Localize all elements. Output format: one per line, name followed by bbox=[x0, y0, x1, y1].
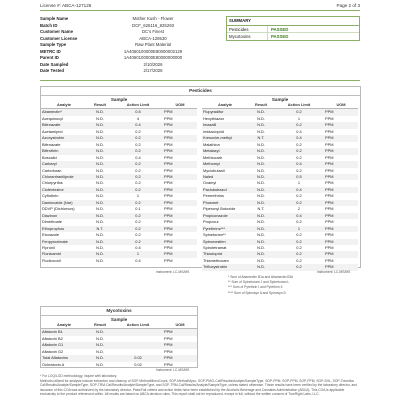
result-cell: N.D. bbox=[248, 213, 274, 219]
result-cell: N.D. bbox=[96, 193, 104, 199]
result-cell: N.D. bbox=[96, 154, 104, 160]
info-value: 2/17/2026 bbox=[143, 68, 163, 73]
limit-cell: 2 bbox=[297, 206, 301, 212]
limit-cell: 0.2 bbox=[113, 174, 163, 180]
uom-cell: PPM bbox=[163, 109, 197, 116]
uom-cell: PPM bbox=[164, 206, 173, 212]
limit-cell: 0.2 bbox=[274, 109, 324, 116]
uom-cell: PPM bbox=[163, 200, 197, 206]
summary-row bbox=[227, 26, 359, 33]
uom-cell: PPM bbox=[164, 257, 173, 263]
limit-cell: 0.2 bbox=[135, 167, 141, 173]
limit-cell: 0.4 bbox=[274, 161, 324, 167]
result-cell: N.D. bbox=[248, 187, 274, 193]
page-number: Page 2 of 3 bbox=[336, 3, 360, 8]
analyte-cell: Permethrins bbox=[203, 193, 224, 199]
table-row bbox=[41, 109, 197, 116]
limit-cell: 0.2 bbox=[135, 128, 141, 134]
analyte-cell: Paclobutrazol bbox=[202, 187, 248, 193]
uom-cell: PPM bbox=[163, 329, 197, 336]
result-cell: N.D. bbox=[257, 219, 265, 225]
result-cell: N.T. bbox=[257, 206, 265, 212]
status-badge: PASSED bbox=[271, 34, 289, 40]
result-cell: N.D. bbox=[257, 128, 265, 134]
limit-cell: 0.02 bbox=[134, 361, 142, 367]
result-cell: N.D. bbox=[96, 141, 104, 147]
result-cell: N.D. bbox=[257, 115, 265, 121]
limit-cell: 1 bbox=[113, 251, 163, 257]
info-value: 1A4060100000E80000002129 bbox=[123, 48, 183, 54]
limit-cell: 0.2 bbox=[296, 193, 302, 199]
result-cell: N.D. bbox=[96, 180, 104, 186]
col-uom: UOM bbox=[163, 322, 197, 329]
analyte-cell: Acequinocyl bbox=[42, 115, 63, 121]
analyte-cell: Boscalid bbox=[42, 154, 57, 160]
uom-cell: PPM bbox=[324, 148, 358, 154]
limit-cell: 0.2 bbox=[113, 226, 163, 232]
info-label: Sample Name bbox=[40, 16, 69, 21]
analyte-cell: Naled bbox=[202, 174, 248, 180]
uom-cell: PPM bbox=[325, 154, 334, 160]
info-label: Customer Name bbox=[40, 29, 73, 34]
result-cell: N.T. bbox=[87, 226, 113, 232]
result-cell: N.D. bbox=[257, 141, 265, 147]
analyte-cell: Methiocarb bbox=[203, 154, 223, 160]
uom-cell: PPM bbox=[164, 219, 173, 225]
analyte-cell: Flupyradifur bbox=[202, 109, 248, 116]
result-cell: N.D. bbox=[248, 200, 274, 206]
limit-cell: 0.2 bbox=[296, 141, 302, 147]
analyte-cell: Pyrethrins*** bbox=[202, 226, 248, 232]
analyte-cell: Fenpyroximate bbox=[41, 239, 87, 245]
result-cell: N.D. bbox=[87, 355, 113, 361]
col-result: Result bbox=[87, 102, 113, 109]
mycotoxins-title: Mycotoxins bbox=[106, 308, 132, 313]
limit-cell: 0.4 bbox=[135, 154, 141, 160]
analyte-cell: Hexythiazox bbox=[203, 115, 225, 121]
limit-cell: 0.2 bbox=[135, 219, 141, 225]
uom-cell: PPM bbox=[325, 232, 334, 238]
summary-label: Mycotoxins bbox=[227, 33, 268, 39]
uom-cell: PPM bbox=[164, 180, 173, 186]
analyte-cell: Phosmet bbox=[202, 200, 248, 206]
result-cell: N.D. bbox=[248, 174, 274, 180]
analyte-cell: Trifloxystrobin bbox=[202, 264, 248, 270]
table-row bbox=[41, 258, 197, 264]
info-label: METRC ID bbox=[40, 48, 61, 54]
limit-cell: 0.1 bbox=[135, 206, 141, 212]
result-cell: N.D. bbox=[96, 348, 104, 354]
uom-cell: PPM bbox=[325, 244, 334, 250]
summary-title: SUMMARY bbox=[227, 17, 359, 26]
notes-line-2: Methods utilized for analysis include extraction and cleanup of SOP-MethodMicroCount, SOP-MethodMyco, SOP-PMCI-Cal/Results/Analyte/SampleType, SOP-PPM, SOP-PPM, SOP-PPM, SOP-SHL, SOP-Trecellos Cal/Results/Analyte/SampleType, SOP-TRM-Cal/Results/Analyte/SampleType, and SOP-TRM-Cal/Results/Analyte/SampleType, unless stated otherwise. These results have been verified by the laboratory director, and issuance of this COA was authorized by the laboratory director. Pass/Fail criteria and action limits have been established by the Alcoholic Beverage and Cannabis Administration (ABCA). This COA is applicable exclusively to the product referenced within. All results are based on ABCA decision rules. This report shall not be reproduced, except in full, without the written consent of TrueRight Labs, LLC. bbox=[40, 378, 357, 397]
uom-cell: PPM bbox=[324, 174, 358, 180]
info-value: 2/10/2026 bbox=[143, 61, 163, 67]
col-analyte: Analyte bbox=[41, 102, 87, 109]
result-cell: N.D. bbox=[87, 135, 113, 141]
limit-cell: 0.5 bbox=[274, 174, 324, 180]
result-cell: N.D. bbox=[248, 161, 274, 167]
result-cell: N.D. bbox=[248, 264, 274, 270]
footnote: * Sum of Abamectin B1a and Abamectin B1b bbox=[228, 275, 294, 279]
analyte-cell: Dimethoate bbox=[42, 219, 62, 225]
pesticides-left-section: Sample bbox=[110, 97, 128, 102]
analyte-cell: Imazalil bbox=[202, 122, 248, 128]
table-row bbox=[202, 109, 358, 116]
limit-cell: 0.2 bbox=[274, 264, 324, 270]
result-cell: N.D. bbox=[87, 109, 113, 116]
col-action-limit: Action Limit bbox=[113, 322, 163, 329]
analyte-cell: Acetamiprid bbox=[42, 128, 63, 134]
analyte-cell: Etoxazole bbox=[42, 232, 60, 238]
info-label: Customer License bbox=[40, 35, 78, 41]
result-cell: N.D. bbox=[87, 251, 113, 257]
limit-cell: 0.5 bbox=[113, 109, 163, 116]
limit-cell: 0.2 bbox=[296, 219, 302, 225]
col-result: Result bbox=[87, 322, 113, 329]
uom-cell: PPM bbox=[324, 161, 358, 167]
uom-cell: PPM bbox=[324, 122, 358, 128]
info-value: Raw Plant Material bbox=[134, 42, 172, 47]
uom-cell: PPM bbox=[164, 244, 173, 250]
col-action-limit: Action Limit bbox=[274, 102, 324, 109]
limit-cell: 0.2 bbox=[274, 122, 324, 128]
result-cell: N.D. bbox=[257, 232, 265, 238]
result-cell: N.D. bbox=[87, 329, 113, 336]
result-cell: N.D. bbox=[87, 213, 113, 219]
col-action-limit: Action Limit bbox=[113, 102, 163, 109]
mycotoxins-table bbox=[41, 317, 197, 368]
summary-box bbox=[226, 16, 360, 41]
result-cell: N.D. bbox=[257, 167, 265, 173]
result-cell: N.D. bbox=[96, 128, 104, 134]
limit-cell: 0.2 bbox=[274, 251, 324, 257]
info-value: DCF_626116_825293 bbox=[132, 22, 174, 28]
uom-cell: PPM bbox=[325, 193, 334, 199]
result-cell: N.D. bbox=[248, 226, 274, 232]
section-rule bbox=[40, 80, 360, 81]
uom-cell: PPM bbox=[164, 361, 173, 367]
analyte-cell: Clofentezine bbox=[41, 187, 87, 193]
uom-cell: PPM bbox=[324, 213, 358, 219]
analyte-cell: Myclobutanil bbox=[203, 167, 225, 173]
result-cell: N.D. bbox=[87, 342, 113, 348]
limit-cell: 0.2 bbox=[274, 200, 324, 206]
uom-cell: PPM bbox=[324, 264, 358, 270]
analyte-cell: Chlorantraniliprole bbox=[41, 174, 87, 180]
limit-cell: 0.2 bbox=[113, 135, 163, 141]
limit-cell: 0.2 bbox=[274, 148, 324, 154]
result-cell: N.D. bbox=[87, 122, 113, 128]
limit-cell: 0.2 bbox=[113, 187, 163, 193]
uom-cell: PPM bbox=[163, 161, 197, 167]
analyte-cell: Diazinon bbox=[41, 213, 87, 219]
mycotoxins-section: Sample bbox=[110, 317, 128, 322]
limit-cell: 0.4 bbox=[274, 213, 324, 219]
analyte-cell: Methomyl bbox=[202, 161, 248, 167]
result-cell: N.D. bbox=[96, 257, 104, 263]
col-analyte: Analyte bbox=[41, 322, 87, 329]
result-cell: N.D. bbox=[257, 193, 265, 199]
analyte-cell: DDVP (Dichlorvos) bbox=[42, 206, 75, 212]
limit-cell: 1 bbox=[297, 180, 301, 186]
limit-cell: 0.2 bbox=[296, 244, 302, 250]
limit-cell: 0.2 bbox=[113, 161, 163, 167]
pesticides-panel bbox=[40, 86, 361, 268]
mycotoxins-note: instrument: LC-MS/MS bbox=[156, 368, 190, 372]
analyte-cell: Daminozide (Nar) bbox=[41, 200, 87, 206]
analyte-cell: Fipronil bbox=[42, 244, 55, 250]
uom-cell: PPM bbox=[325, 167, 334, 173]
report-notes bbox=[40, 374, 360, 397]
uom-cell: PPM bbox=[325, 180, 334, 186]
limit-cell: 0.2 bbox=[113, 213, 163, 219]
uom-cell: PPM bbox=[324, 226, 358, 232]
analyte-cell: Aflatoxin G2 bbox=[42, 348, 64, 354]
pesticides-left-table bbox=[41, 97, 197, 264]
analyte-cell: Flonicamid bbox=[41, 251, 87, 257]
analyte-cell: Abamectin* bbox=[41, 109, 87, 116]
result-cell: N.D. bbox=[87, 174, 113, 180]
col-result: Result bbox=[248, 102, 274, 109]
uom-cell: PPM bbox=[325, 206, 334, 212]
result-cell: N.D. bbox=[96, 219, 104, 225]
limit-cell: 0.2 bbox=[296, 167, 302, 173]
info-value: 1A4060100000E80000000000 bbox=[123, 55, 183, 60]
result-cell: N.D. bbox=[257, 257, 265, 263]
uom-cell: PPM bbox=[163, 122, 197, 128]
pesticides-title: Pesticides bbox=[189, 88, 212, 93]
info-value: ABCA-128530 bbox=[139, 35, 167, 41]
license-number: License #: ABCA-127126 bbox=[40, 3, 92, 8]
analyte-cell: Cyfluthrin bbox=[42, 193, 59, 199]
limit-cell bbox=[113, 329, 163, 336]
info-label: Sample Type bbox=[40, 42, 67, 47]
uom-cell: PPM bbox=[324, 239, 358, 245]
result-cell: N.D. bbox=[96, 361, 104, 367]
result-cell: N.D. bbox=[96, 335, 104, 341]
limit-cell: 0.4 bbox=[274, 187, 324, 193]
limit-cell: 0.4 bbox=[274, 135, 324, 141]
limit-cell: 1 bbox=[297, 115, 301, 121]
analyte-cell: Bifenazate bbox=[41, 122, 87, 128]
footnote: *** Sum of Pyrethrin I and Pyrethrin II bbox=[228, 285, 283, 290]
result-cell: N.D. bbox=[87, 200, 113, 206]
result-cell: N.D. bbox=[248, 251, 274, 257]
pesticides-right-table bbox=[202, 97, 358, 271]
summary-row bbox=[227, 33, 359, 39]
limit-cell: 0.2 bbox=[113, 239, 163, 245]
analyte-cell: Spinetoram** bbox=[203, 232, 226, 238]
info-value: DC's Finest bbox=[141, 29, 165, 34]
uom-cell: PPM bbox=[325, 219, 334, 225]
limit-cell: 0.2 bbox=[274, 239, 324, 245]
limit-cell: 0.4 bbox=[113, 122, 163, 128]
analyte-cell: Propoxur bbox=[203, 219, 219, 225]
analyte-cell: Fludioxonil bbox=[42, 257, 61, 263]
analyte-cell: Spiromesifen bbox=[202, 239, 248, 245]
limit-cell: 1 bbox=[136, 193, 140, 199]
uom-cell: PPM bbox=[164, 154, 173, 160]
uom-cell: PPM bbox=[164, 348, 173, 354]
header-rule bbox=[40, 10, 360, 11]
limit-cell: 0.2 bbox=[135, 232, 141, 238]
uom-cell: PPM bbox=[163, 355, 197, 361]
analyte-cell: Bifenazate bbox=[42, 141, 61, 147]
uom-cell: PPM bbox=[163, 251, 197, 257]
uom-cell: PPM bbox=[325, 128, 334, 134]
result-cell: N.D. bbox=[248, 109, 274, 116]
info-row bbox=[40, 68, 198, 75]
result-cell: N.D. bbox=[248, 122, 274, 128]
result-cell: N.D. bbox=[257, 244, 265, 250]
limit-cell: 0.4 bbox=[135, 257, 141, 263]
uom-cell: PPM bbox=[163, 148, 197, 154]
analyte-cell: Oxamyl bbox=[203, 180, 217, 186]
analyte-cell: Azoxystrobin bbox=[41, 135, 87, 141]
result-cell: N.D. bbox=[87, 148, 113, 154]
limit-cell: 0.02 bbox=[113, 355, 163, 361]
uom-cell: PPM bbox=[164, 193, 173, 199]
result-cell: N.D. bbox=[96, 244, 104, 250]
limit-cell: 0.4 bbox=[135, 244, 141, 250]
analyte-cell: Malathion bbox=[203, 141, 220, 147]
col-analyte: Analyte bbox=[202, 102, 248, 109]
analyte-cell: Chlorpyrifos bbox=[42, 180, 63, 186]
analyte-cell: Metalaxyl bbox=[202, 148, 248, 154]
uom-cell: PPM bbox=[325, 141, 334, 147]
analyte-cell: Aflatoxin B1 bbox=[41, 329, 87, 336]
uom-cell: PPM bbox=[164, 128, 173, 134]
sample-info bbox=[40, 16, 198, 75]
limit-cell: 0.2 bbox=[296, 232, 302, 238]
analyte-cell: Thiacloprid bbox=[202, 251, 248, 257]
result-cell: N.D. bbox=[87, 187, 113, 193]
table-row bbox=[41, 329, 197, 336]
uom-cell: PPM bbox=[163, 174, 197, 180]
analyte-cell: Thiamethoxam bbox=[203, 257, 229, 263]
uom-cell: PPM bbox=[163, 187, 197, 193]
uom-cell: PPM bbox=[324, 109, 358, 116]
info-value: Mother Kush - Flower bbox=[132, 16, 174, 21]
analyte-cell: Total Aflatoxins bbox=[41, 355, 87, 361]
limit-cell: 0.2 bbox=[113, 148, 163, 154]
analyte-cell: Aflatoxin B2 bbox=[42, 335, 63, 341]
analyte-cell: Carbofuran bbox=[42, 167, 62, 173]
pesticides-footnotes bbox=[228, 275, 293, 296]
uom-cell: PPM bbox=[163, 226, 197, 232]
result-cell: N.D. bbox=[96, 206, 104, 212]
result-cell: N.D. bbox=[96, 232, 104, 238]
col-uom: UOM bbox=[163, 102, 197, 109]
analyte-cell: Imidacloprid bbox=[203, 128, 224, 134]
uom-cell: PPM bbox=[163, 213, 197, 219]
limit-cell: 0.4 bbox=[296, 128, 302, 134]
uom-cell: PPM bbox=[324, 135, 358, 141]
uom-cell: PPM bbox=[324, 187, 358, 193]
notes-line-1: * For LOQ/LOD methodology, inquire with laboratory. bbox=[40, 374, 118, 378]
analyte-cell: Ochratoxin A bbox=[42, 361, 65, 367]
uom-cell: PPM bbox=[164, 335, 173, 341]
info-label: Parent ID bbox=[40, 55, 59, 60]
pesticides-left-note: instrument: LC-MS/MS bbox=[156, 270, 190, 274]
limit-cell: 4 bbox=[136, 115, 140, 121]
info-label: Batch ID bbox=[40, 22, 58, 28]
pesticides-right-section: Sample bbox=[271, 97, 289, 102]
uom-cell: PPM bbox=[325, 115, 334, 121]
uom-cell: PPM bbox=[164, 141, 173, 147]
uom-cell: PPM bbox=[163, 342, 197, 348]
col-uom: UOM bbox=[324, 102, 358, 109]
uom-cell: PPM bbox=[324, 251, 358, 257]
uom-cell: PPM bbox=[164, 115, 173, 121]
result-cell: N.D. bbox=[257, 180, 265, 186]
uom-cell: PPM bbox=[325, 257, 334, 263]
uom-cell: PPM bbox=[163, 239, 197, 245]
mycotoxins-panel bbox=[40, 306, 198, 368]
result-cell: N.D. bbox=[87, 239, 113, 245]
result-cell: N.T. bbox=[248, 135, 274, 141]
analyte-cell: Bifenthrin bbox=[41, 148, 87, 154]
result-cell: N.D. bbox=[248, 239, 274, 245]
analyte-cell: Piperonyl Butoxide bbox=[203, 206, 236, 212]
limit-cell: 0.2 bbox=[113, 200, 163, 206]
uom-cell: PPM bbox=[164, 232, 173, 238]
analyte-cell: Ethoprophos bbox=[41, 226, 87, 232]
uom-cell: PPM bbox=[324, 200, 358, 206]
result-cell: N.D. bbox=[257, 154, 265, 160]
result-cell: N.D. bbox=[96, 167, 104, 173]
footnote: **** Sum of Spinosyn A and Spinosyn D bbox=[228, 290, 286, 295]
status-badge: PASSED bbox=[271, 26, 289, 32]
limit-cell: 0.2 bbox=[296, 257, 302, 263]
uom-cell: PPM bbox=[164, 167, 173, 173]
analyte-cell: Propiconazole bbox=[202, 213, 248, 219]
result-cell: N.D. bbox=[248, 148, 274, 154]
analyte-cell: Kresoxim-methyl bbox=[202, 135, 248, 141]
analyte-cell: Aflatoxin G1 bbox=[41, 342, 87, 348]
analyte-cell: Spirotetramat bbox=[203, 244, 227, 250]
info-label: Date Sampled bbox=[40, 61, 69, 67]
analyte-cell: Carbaryl bbox=[41, 161, 87, 167]
result-cell: N.D. bbox=[87, 161, 113, 167]
info-label: Date Tested bbox=[40, 68, 65, 73]
result-cell: N.D. bbox=[96, 115, 104, 121]
uom-cell: PPM bbox=[163, 135, 197, 141]
limit-cell: 0.2 bbox=[135, 180, 141, 186]
limit-cell: 1 bbox=[274, 226, 324, 232]
summary-label: Pesticides bbox=[227, 26, 268, 32]
limit-cell: 0.2 bbox=[296, 154, 302, 160]
pesticides-right-note: instrument: LC-MS/MS bbox=[317, 270, 351, 274]
footnote: ** Sum of Spinetoram J and Spinetoram L bbox=[228, 280, 290, 285]
limit-cell: 0.2 bbox=[135, 141, 141, 147]
